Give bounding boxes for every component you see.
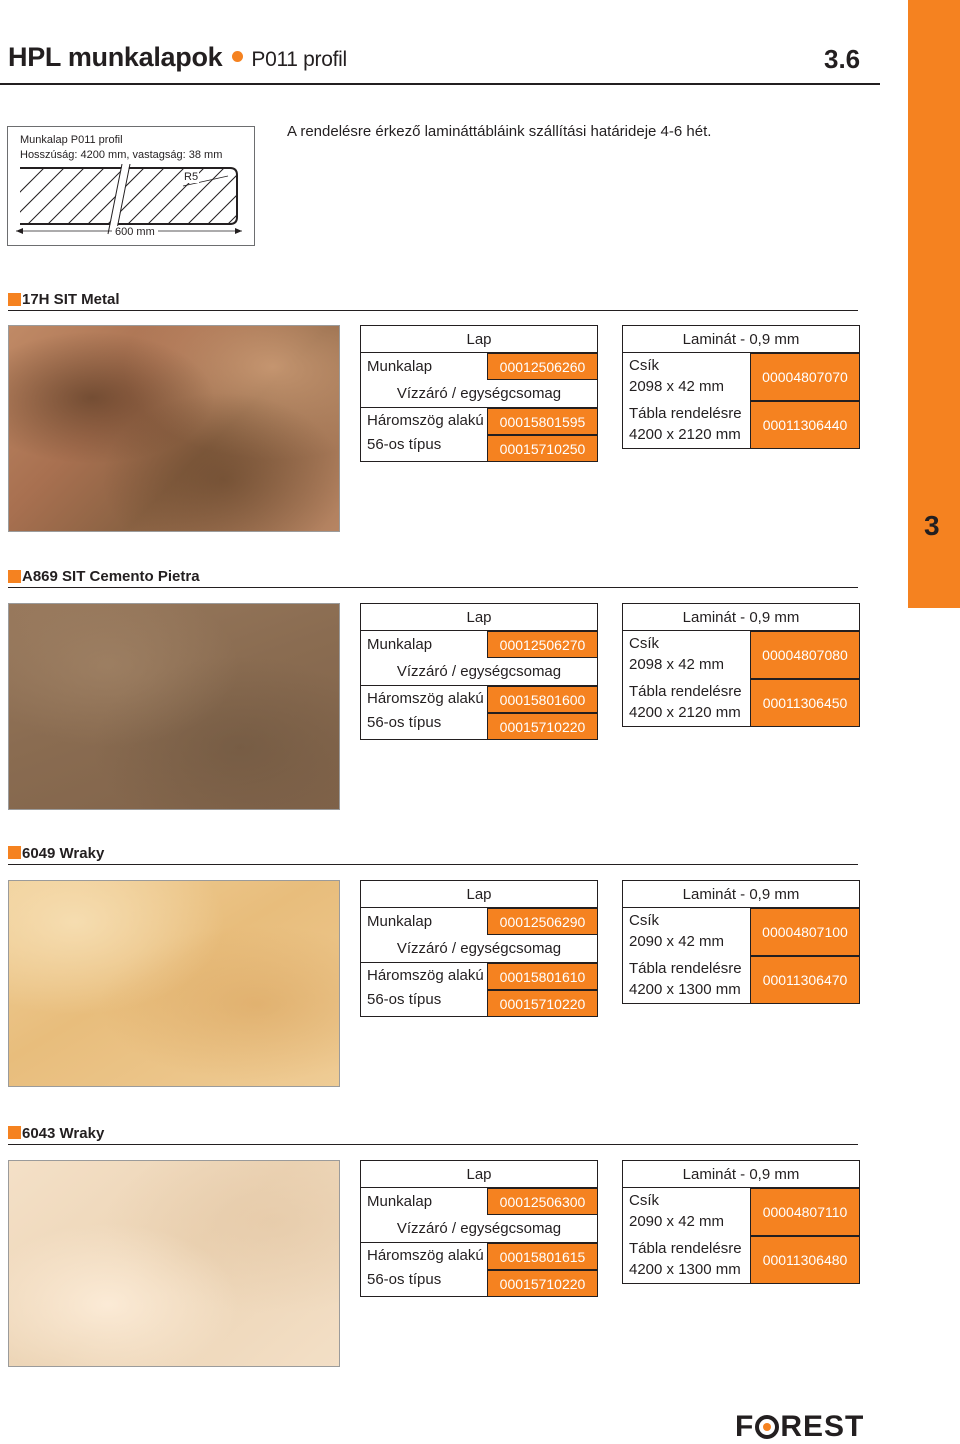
tabla-size: 4200 x 2120 mm (629, 704, 741, 721)
vizzaro-label: Vízzáró / egységcsomag (396, 385, 562, 402)
header-divider (0, 83, 880, 85)
logo-o-icon (755, 1415, 779, 1439)
tipus56-label: 56-os típus (367, 714, 442, 731)
laminat-header: Laminát - 0,9 mm (682, 1166, 800, 1183)
tipus56-label: 56-os típus (367, 436, 442, 453)
profile-radius-label: R5 (184, 171, 199, 183)
profile-title: Munkalap P011 profil (20, 134, 123, 146)
haromszog-label: Háromszög alakú (367, 690, 484, 707)
section-marker-icon (8, 293, 21, 306)
munkalap-code: 00012506260 (487, 353, 598, 380)
csik-label: Csík (629, 635, 659, 652)
csik-code: 00004807100 (750, 908, 860, 956)
tabla-label: Tábla rendelésre (629, 405, 742, 422)
munkalap-code: 00012506290 (487, 908, 598, 935)
laminat-header: Laminát - 0,9 mm (682, 609, 800, 626)
section-marker-icon (8, 846, 21, 859)
haromszog-code: 00015801600 (487, 686, 598, 713)
section-title: 6043 Wraky (22, 1125, 105, 1142)
delivery-note: A rendelésre érkező lamináttábláink szállítási határideje 4-6 hét. (287, 123, 712, 140)
csik-size: 2090 x 42 mm (629, 1213, 725, 1230)
title-main: HPL munkalapok (8, 42, 223, 72)
section-title: A869 SIT Cemento Pietra (22, 568, 200, 585)
csik-code: 00004807070 (750, 353, 860, 401)
tipus56-code: 00015710220 (487, 990, 598, 1017)
munkalap-code: 00012506300 (487, 1188, 598, 1215)
title-subtitle: P011 profil (251, 48, 347, 71)
tabla-code: 00011306470 (750, 956, 860, 1004)
haromszog-label: Háromszög alakú (367, 1247, 484, 1264)
tabla-size: 4200 x 1300 mm (629, 981, 741, 998)
forest-logo (735, 1410, 864, 1444)
tabla-code: 00011306480 (750, 1236, 860, 1284)
tabla-size: 4200 x 2120 mm (629, 426, 741, 443)
vizzaro-label: Vízzáró / egységcsomag (396, 1220, 562, 1237)
csik-label: Csík (629, 912, 659, 929)
lap-header: Lap (466, 609, 492, 626)
vizzaro-label: Vízzáró / egységcsomag (396, 940, 562, 957)
profile-width-label: 600 mm (112, 226, 158, 238)
tabla-code: 00011306450 (750, 679, 860, 727)
logo-letters-rest: REST (780, 1410, 865, 1443)
bullet-dot-icon (232, 51, 243, 62)
csik-label: Csík (629, 1192, 659, 1209)
tabla-label: Tábla rendelésre (629, 960, 742, 977)
haromszog-code: 00015801610 (487, 963, 598, 990)
csik-size: 2098 x 42 mm (629, 656, 725, 673)
lap-header: Lap (466, 1166, 492, 1183)
section-marker-icon (8, 1126, 21, 1139)
laminat-header: Laminát - 0,9 mm (682, 331, 800, 348)
vizzaro-label: Vízzáró / egységcsomag (396, 663, 562, 680)
tabla-label: Tábla rendelésre (629, 683, 742, 700)
tipus56-label: 56-os típus (367, 1271, 442, 1288)
chapter-number: 3.6 (824, 44, 861, 74)
section-marker-icon (8, 570, 21, 583)
lap-header: Lap (466, 331, 492, 348)
munkalap-label: Munkalap (367, 636, 433, 653)
csik-size: 2090 x 42 mm (629, 933, 725, 950)
munkalap-code: 00012506270 (487, 631, 598, 658)
section-divider (8, 310, 858, 311)
tipus56-code: 00015710250 (487, 435, 598, 462)
tipus56-code: 00015710220 (487, 1270, 598, 1297)
lap-header: Lap (466, 886, 492, 903)
csik-code: 00004807110 (750, 1188, 860, 1236)
logo-letter-f: F (735, 1410, 755, 1443)
profile-dimensions: Hosszúság: 4200 mm, vastagság: 38 mm (20, 149, 223, 161)
material-swatch-6043-wraky (8, 1160, 340, 1367)
munkalap-label: Munkalap (367, 913, 433, 930)
tipus56-label: 56-os típus (367, 991, 442, 1008)
section-divider (8, 864, 858, 865)
section-title: 6049 Wraky (22, 845, 105, 862)
tabla-label: Tábla rendelésre (629, 1240, 742, 1257)
tipus56-code: 00015710220 (487, 713, 598, 740)
material-swatch-6049-wraky (8, 880, 340, 1087)
csik-size: 2098 x 42 mm (629, 378, 725, 395)
munkalap-label: Munkalap (367, 1193, 433, 1210)
section-title: 17H SIT Metal (22, 291, 120, 308)
munkalap-label: Munkalap (367, 358, 433, 375)
haromszog-code: 00015801595 (487, 408, 598, 435)
chapter-tab-number: 3 (924, 510, 940, 541)
material-swatch-17h-sit-metal (8, 325, 340, 532)
haromszog-label: Háromszög alakú (367, 967, 484, 984)
tabla-code: 00011306440 (750, 401, 860, 449)
section-divider (8, 1144, 858, 1145)
csik-code: 00004807080 (750, 631, 860, 679)
tabla-size: 4200 x 1300 mm (629, 1261, 741, 1278)
section-divider (8, 587, 858, 588)
csik-label: Csík (629, 357, 659, 374)
page-title (8, 42, 347, 73)
haromszog-label: Háromszög alakú (367, 412, 484, 429)
haromszog-code: 00015801615 (487, 1243, 598, 1270)
material-swatch-a869-cemento-pietra (8, 603, 340, 810)
laminat-header: Laminát - 0,9 mm (682, 886, 800, 903)
